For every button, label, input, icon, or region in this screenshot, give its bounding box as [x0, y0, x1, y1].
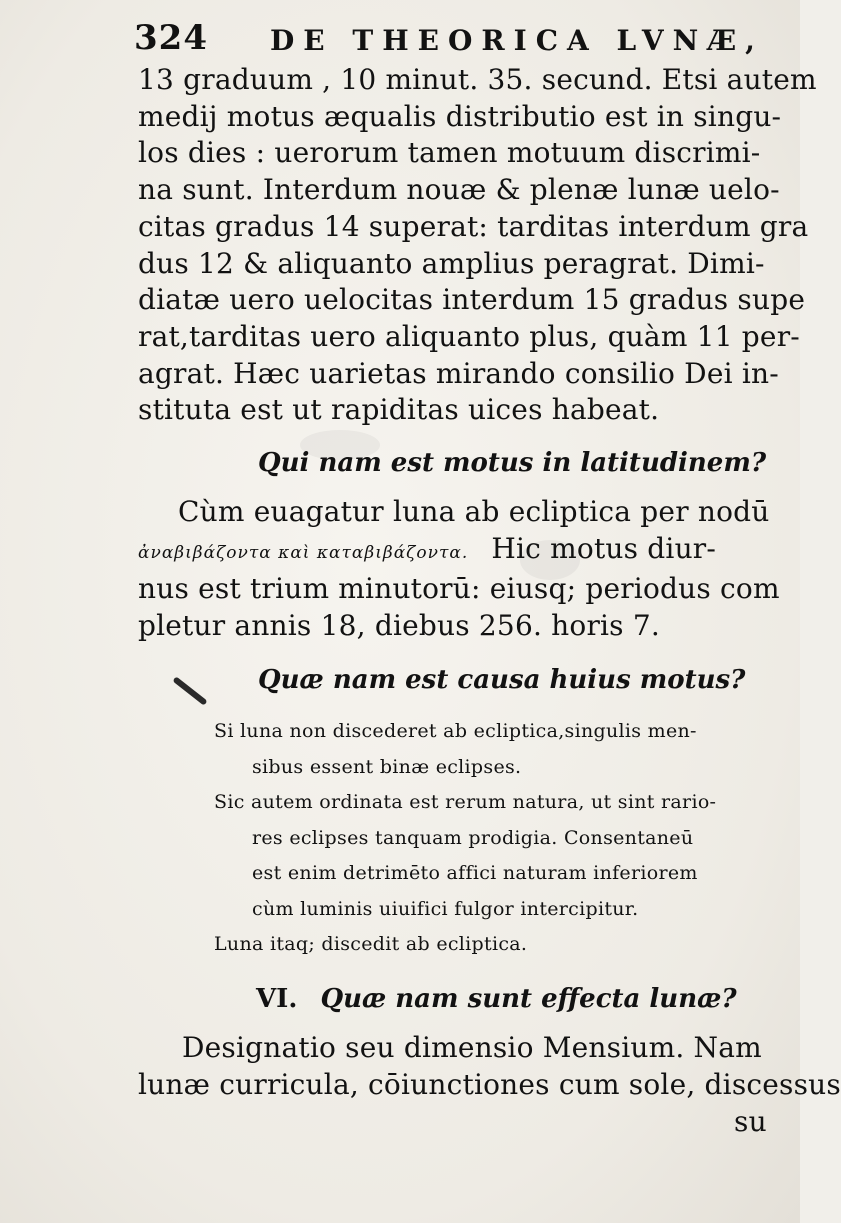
paragraph-1 [138, 62, 817, 429]
text-line: los dies : uerorum tamen motuum discrimi- [138, 136, 761, 170]
text-line: stituta est ut rapiditas uices habeat. [138, 393, 660, 427]
paragraph-3 [214, 714, 774, 963]
page-number: 324 [134, 18, 208, 58]
text-line: diatæ uero uelocitas interdum 15 gradus supe [138, 283, 806, 317]
question-text: Quæ nam sunt effecta lunæ? [320, 984, 737, 1014]
question-heading-2 [258, 665, 746, 695]
text-line: Designatio seu dimensio Mensium. Nam [182, 1031, 762, 1064]
text-line: sibus essent binæ eclipses. [252, 755, 522, 778]
paragraph-2 [138, 494, 780, 645]
margin-mark [172, 676, 207, 705]
text-line: dus 12 & aliquanto amplius peragrat. Dimi- [138, 246, 765, 280]
question-heading-3 [256, 984, 736, 1014]
text-line: Luna itaq; discedit ab ecliptica. [214, 933, 528, 955]
text-line: medij motus æqualis distributio est in singu- [138, 99, 782, 133]
running-title: DE THEORICA LVNÆ, [270, 24, 764, 57]
text-line: nus est trium minutorū: eiusq; periodus com [138, 572, 780, 606]
text-line: rat,tarditas uero aliquanto plus, quàm 11 per- [138, 319, 800, 353]
text-line: agrat. Hæc uarietas mirando consilio Dei in- [138, 356, 779, 390]
text-line [138, 531, 770, 572]
text-line: 13 graduum , 10 minut. 35. secund. Etsi autem [138, 63, 817, 96]
running-head [120, 18, 764, 62]
question-text: Quæ nam est causa huius motus? [258, 665, 746, 695]
greek-phrase: ἀναβιβάζοντα καὶ καταβιβάζοντα. [138, 542, 469, 563]
catchword-text: su [734, 1105, 767, 1138]
text-line: est enim detrimēto affici naturam inferiorem [252, 862, 698, 884]
question-text: Qui nam est motus in latitudinem? [258, 448, 767, 478]
text-line: res eclipses tanquam prodigia. Consentaneū [252, 826, 694, 849]
text-line: cùm luminis uiuifici fulgor intercipitur. [252, 897, 639, 920]
text-line: Si luna non discederet ab ecliptica,singulis men- [214, 720, 697, 742]
section-number: VI. [256, 984, 298, 1014]
text-line: Sic autem ordinata est rerum natura, ut sint rario- [214, 791, 717, 813]
question-heading-1 [258, 448, 767, 478]
catchword [734, 1104, 784, 1141]
text-line: Cùm euagatur luna ab ecliptica per nodū [178, 495, 770, 528]
paragraph-4 [138, 1030, 841, 1103]
text-line: pletur annis 18, diebus 256. horis 7. [138, 609, 660, 643]
text-fragment: Hic motus diur- [491, 531, 717, 565]
text-line: citas gradus 14 superat: tarditas interdum gra [138, 209, 809, 243]
text-line: na sunt. Interdum nouæ & plenæ lunæ uelo- [138, 173, 780, 207]
text-line: lunæ curricula, cōiunctiones cum sole, discessus [138, 1067, 841, 1101]
